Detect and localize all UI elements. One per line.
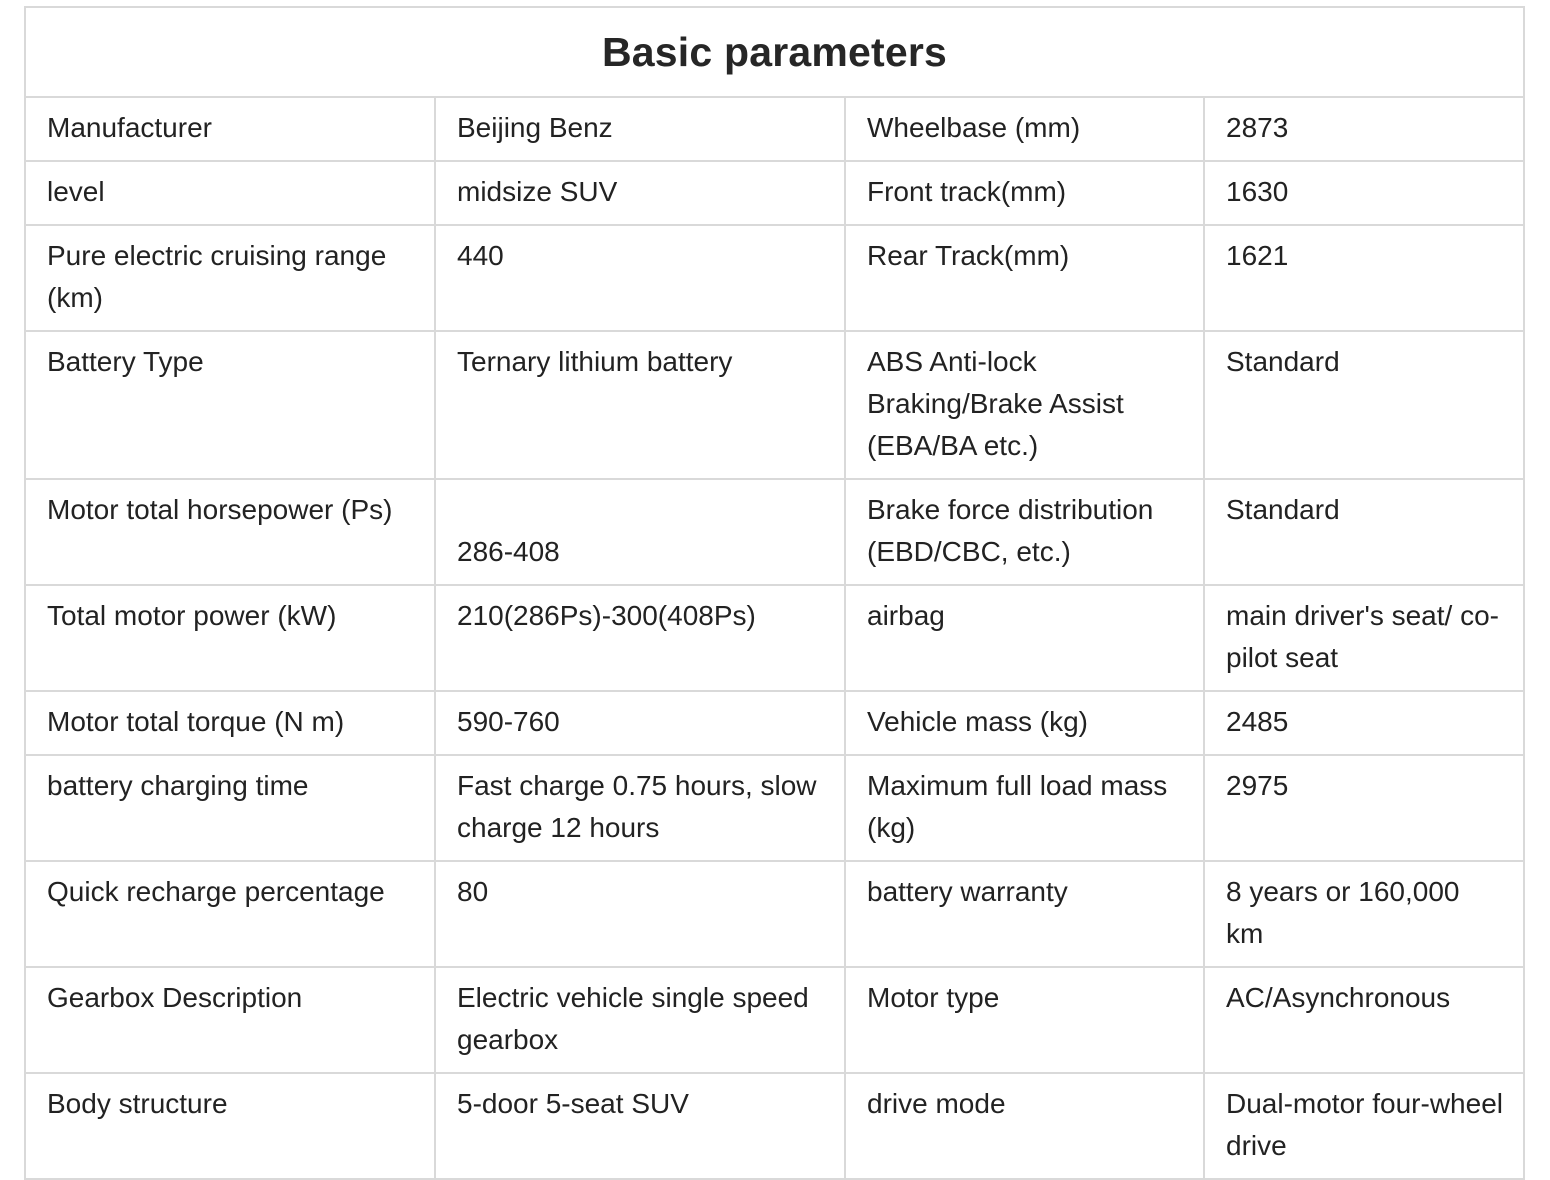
param-label: Pure electric cruising range (km) — [25, 225, 435, 331]
param-value: 210(286Ps)-300(408Ps) — [435, 585, 845, 691]
table-title-row — [25, 7, 1524, 97]
param-label: Motor total torque (N m) — [25, 691, 435, 755]
param-value: 1621 — [1204, 225, 1524, 331]
table-row — [25, 225, 1524, 331]
param-value: 440 — [435, 225, 845, 331]
param-value: Dual-motor four-wheel drive — [1204, 1073, 1524, 1179]
param-value: 5-door 5-seat SUV — [435, 1073, 845, 1179]
param-value: 80 — [435, 861, 845, 967]
param-label: airbag — [845, 585, 1204, 691]
param-label: Gearbox Description — [25, 967, 435, 1073]
table-row — [25, 1073, 1524, 1179]
basic-parameters-table-container — [24, 6, 1523, 1180]
param-label: Front track(mm) — [845, 161, 1204, 225]
table-title: Basic parameters — [25, 7, 1524, 97]
table-row — [25, 331, 1524, 479]
table-row — [25, 755, 1524, 861]
param-label: level — [25, 161, 435, 225]
param-value: AC/Asynchronous — [1204, 967, 1524, 1073]
param-value: Beijing Benz — [435, 97, 845, 161]
param-label: Body structure — [25, 1073, 435, 1179]
param-label: Battery Type — [25, 331, 435, 479]
param-value: midsize SUV — [435, 161, 845, 225]
param-label: ABS Anti-lock Braking/Brake Assist (EBA/BA etc.) — [845, 331, 1204, 479]
param-label: Rear Track(mm) — [845, 225, 1204, 331]
table-row — [25, 691, 1524, 755]
table-row — [25, 585, 1524, 691]
basic-parameters-table — [24, 6, 1525, 1180]
param-value: 2485 — [1204, 691, 1524, 755]
table-row — [25, 861, 1524, 967]
param-value: Ternary lithium battery — [435, 331, 845, 479]
param-value: main driver's seat/ co-pilot seat — [1204, 585, 1524, 691]
table-row — [25, 97, 1524, 161]
param-value: 2873 — [1204, 97, 1524, 161]
param-value: Standard — [1204, 331, 1524, 479]
param-value: Electric vehicle single speed gearbox — [435, 967, 845, 1073]
param-value: Fast charge 0.75 hours, slow charge 12 hours — [435, 755, 845, 861]
param-label: Wheelbase (mm) — [845, 97, 1204, 161]
param-value: 286-408 — [435, 479, 845, 585]
param-label: Quick recharge percentage — [25, 861, 435, 967]
param-label: Motor total horsepower (Ps) — [25, 479, 435, 585]
param-value: 2975 — [1204, 755, 1524, 861]
param-value: 590-760 — [435, 691, 845, 755]
param-label: battery warranty — [845, 861, 1204, 967]
param-label: drive mode — [845, 1073, 1204, 1179]
table-row — [25, 967, 1524, 1073]
param-value: Standard — [1204, 479, 1524, 585]
param-label: battery charging time — [25, 755, 435, 861]
param-label: Brake force distribution (EBD/CBC, etc.) — [845, 479, 1204, 585]
param-label: Vehicle mass (kg) — [845, 691, 1204, 755]
param-label: Manufacturer — [25, 97, 435, 161]
param-label: Maximum full load mass (kg) — [845, 755, 1204, 861]
param-value: 8 years or 160,000 km — [1204, 861, 1524, 967]
param-value: 1630 — [1204, 161, 1524, 225]
table-row — [25, 161, 1524, 225]
table-row — [25, 479, 1524, 585]
param-label: Total motor power (kW) — [25, 585, 435, 691]
param-label: Motor type — [845, 967, 1204, 1073]
